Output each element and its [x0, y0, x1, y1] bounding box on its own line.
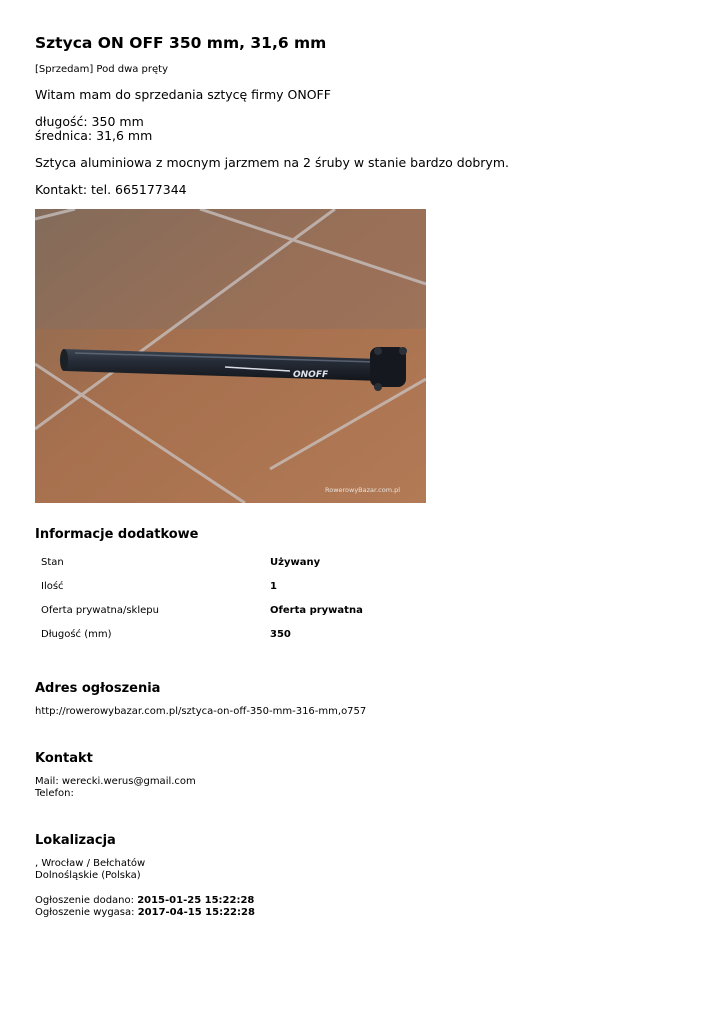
info-label: Ilość	[41, 581, 64, 592]
photo-watermark: RowerowyBazar.com.pl	[325, 486, 401, 494]
info-value: 1	[270, 581, 277, 592]
description-contact: Kontakt: tel. 665177344	[35, 182, 187, 197]
brand-marking: ONOFF	[293, 370, 329, 380]
listing-url[interactable]: http://rowerowybazar.com.pl/sztyca-on-off-350-mm-316-mm,o757	[35, 706, 367, 717]
date-expires-value: 2017-04-15 15:22:28	[137, 907, 255, 918]
info-value: 350	[270, 629, 291, 640]
location-region: Dolnośląskie (Polska)	[35, 870, 141, 881]
contact-mail[interactable]: Mail: werecki.werus@gmail.com	[35, 776, 196, 787]
info-label: Oferta prywatna/sklepu	[41, 605, 159, 616]
address-heading: Adres ogłoszenia	[35, 681, 161, 696]
contact-heading: Kontakt	[35, 751, 93, 766]
category-label: [Sprzedam] Pod dwa pręty	[35, 64, 169, 75]
info-row	[35, 557, 455, 571]
description-diameter: średnica: 31,6 mm	[35, 128, 153, 143]
info-row	[35, 581, 455, 595]
info-label: Stan	[41, 557, 64, 568]
location-city: , Wrocław / Bełchatów	[35, 858, 146, 869]
page-title: Sztyca ON OFF 350 mm, 31,6 mm	[35, 34, 327, 52]
description-length: długość: 350 mm	[35, 114, 144, 129]
info-label: Długość (mm)	[41, 629, 112, 640]
info-value: Oferta prywatna	[270, 605, 363, 616]
date-added	[35, 895, 254, 907]
description-details: Sztyca aluminiowa z mocnym jarzmem na 2 śruby w stanie bardzo dobrym.	[35, 155, 509, 170]
date-added-label: Ogłoszenie dodano:	[35, 895, 138, 906]
listing-photo	[35, 209, 426, 503]
additional-info-heading: Informacje dodatkowe	[35, 527, 199, 542]
contact-phone: Telefon:	[35, 788, 74, 799]
info-row	[35, 605, 455, 619]
info-value: Używany	[270, 557, 321, 568]
date-added-value: 2015-01-25 15:22:28	[137, 895, 255, 906]
date-expires-label: Ogłoszenie wygasa:	[35, 907, 138, 918]
date-expires	[35, 907, 255, 919]
location-heading: Lokalizacja	[35, 833, 116, 848]
description-intro: Witam mam do sprzedania sztycę firmy ONOFF	[35, 87, 331, 102]
info-row	[35, 629, 455, 643]
